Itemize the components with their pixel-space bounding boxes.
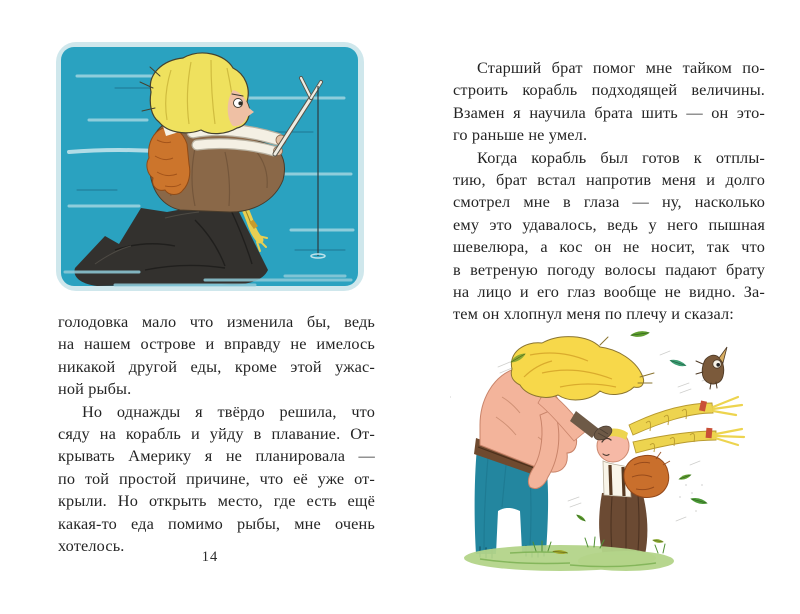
leaf xyxy=(652,538,664,544)
text-line: ему это удавалось, ведь у него пышная xyxy=(453,214,765,234)
text-line: ной рыбы. xyxy=(58,379,132,399)
right-text-block xyxy=(453,57,765,326)
text-line: тем он хлопнул меня по плечу и сказал: xyxy=(453,304,734,324)
text-line: тию, брат встал напротив меня и долго xyxy=(453,170,765,190)
text-line: в ветреную погоду волосы падают брату xyxy=(453,259,765,279)
leaf xyxy=(678,473,693,482)
text-line: шевелюра, а кос он не носит, так что xyxy=(453,237,765,257)
text-line: Когда корабль был готов к отплы- xyxy=(477,147,765,167)
text-line: по той простой причине, что её уже от- xyxy=(58,468,375,488)
text-line: крывать Америку я не планировала — xyxy=(58,446,375,466)
text-line: на нашем острове и вправду не имелось xyxy=(58,334,375,354)
text-line: строить корабль подходящей величины. xyxy=(453,80,765,100)
page-number: 14 xyxy=(201,549,219,565)
flying-chick xyxy=(696,347,727,389)
leaf xyxy=(575,513,587,523)
text-line: смотрел мне в глаза — ну, насколько xyxy=(453,192,765,212)
text-line: го раньше не умел. xyxy=(453,125,588,145)
leaf xyxy=(669,358,688,368)
text-line: никакой другой еды, кроме этой ужас- xyxy=(58,356,375,376)
text-line: какая-то еда помимо рыбы, мне очень xyxy=(58,513,375,533)
left-illustration xyxy=(55,40,365,293)
right-page xyxy=(400,0,800,614)
text-line: сяду на корабль и уйду в плавание. От- xyxy=(58,424,375,444)
text-line: Но однажды я твёрдо решила, что xyxy=(82,401,375,421)
text-line: хотелось. xyxy=(58,536,125,556)
leaf xyxy=(630,330,651,338)
right-illustration xyxy=(450,325,770,583)
little-girl xyxy=(597,397,744,555)
text-line: голодовка мало что изменила бы, ведь xyxy=(58,312,375,331)
leaf xyxy=(690,496,709,505)
text-line: Старший брат помог мне тайком по- xyxy=(477,58,765,77)
text-line: крыли. Но открыть место, где есть ещё xyxy=(58,491,375,511)
left-text-block xyxy=(58,311,375,557)
text-line: Взамен я научила брата шить — он это- xyxy=(453,102,765,122)
text-line: на лицо и его глаз вообще не видно. За- xyxy=(453,282,765,302)
